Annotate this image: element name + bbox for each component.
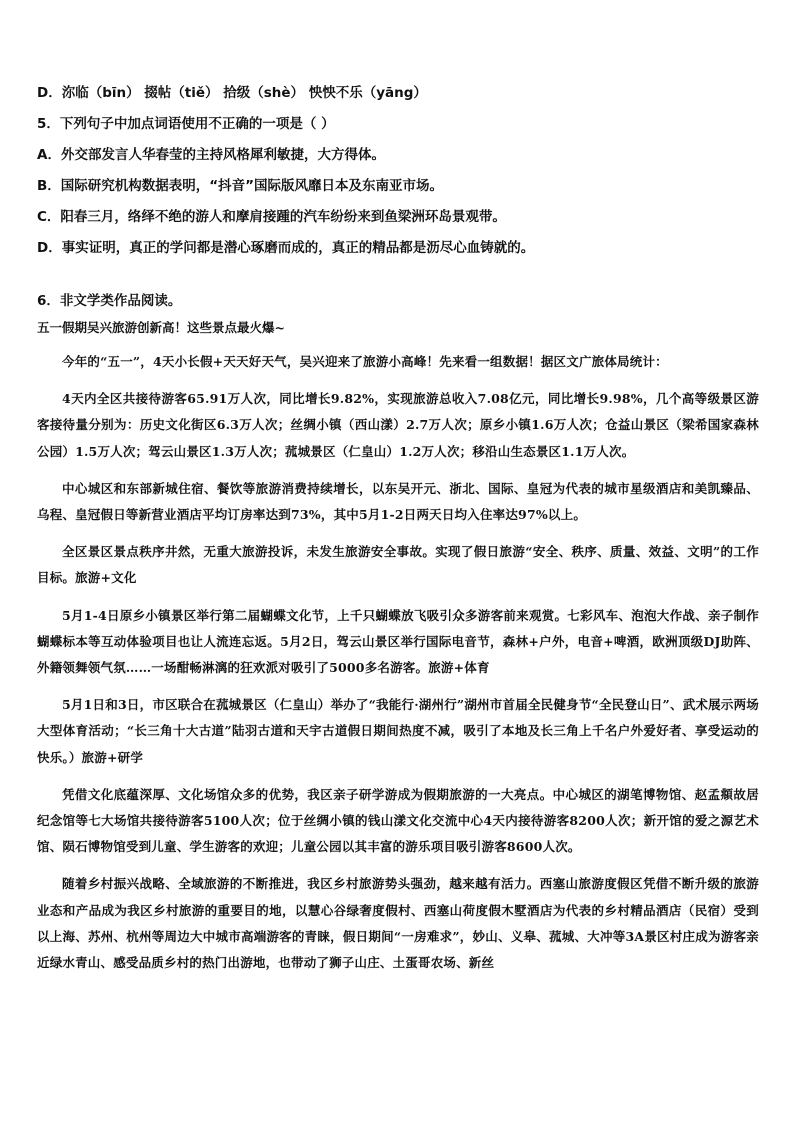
question-6-heading: 6．非文学类作品阅读。 <box>37 293 182 309</box>
article-paragraph: 凭借文化底蕴深厚、文化场馆众多的优势，我区亲子研学游成为假期旅游的一大亮点。中心城区的湖笔博物馆、赵孟頫故居纪念馆等七大场馆共接待游客5100人次；位于丝绸小镇的钱山漾文化交流中心4天内接待游客8200人次；新开馆的爱之源艺术馆、陨石博物馆受到儿童、学生游客的欢迎；儿童公园以其丰富的游乐项目吸引游客8600人次。 <box>37 786 759 855</box>
question-4-option-d: D．沵临（bīn） 掇帖（tiě） 拾级（shè） 怏怏不乐（yāng） <box>37 85 427 101</box>
article-paragraph: 5月1-4日原乡小镇景区举行第二届蝴蝶文化节，上千只蝴蝶放飞吸引众多游客前来观赏。七彩风车、泡泡大作战、亲子制作蝴蝶标本等互动体验项目也让人流连忘返。5月2日，驾云山景区举行国际电音节，森林+户外，电音+啤酒，欧洲顶级DJ助阵、外籍领舞领气氛……一场酣畅淋漓的狂欢派对吸引了5000多名游客。旅游+体育 <box>37 607 759 676</box>
article-paragraph: 5月1日和3日，市区联合在菰城景区（仁皇山）举办了“我能行·湖州行”湖州市首届全民健身节“全民登山日”、武术展示两场大型体育活动；“长三角十大古道”陆羽古道和天宇古道假日期间热度不减，吸引了本地及长三角上千名户外爱好者、享受运动的快乐。）旅游+研学 <box>37 697 759 765</box>
question-5-option-a: A．外交部发言人华春莹的主持风格犀利敏捷，大方得体。 <box>37 147 385 163</box>
article-paragraph: 今年的“五一”，4天小长假+天天好天气，吴兴迎来了旅游小高峰！先来看一组数据！据区文广旅体局统计： <box>62 354 668 369</box>
question-5-option-c: C．阳春三月，络绎不绝的游人和摩肩接踵的汽车纷纷来到鱼梁洲环岛景观带。 <box>37 209 506 225</box>
article-paragraph: 4天内全区共接待游客65.91万人次，同比增长9.82%，实现旅游总收入7.08亿元，同比增长9.98%，几个高等级景区游客接待量分别为：历史文化街区6.3万人次；丝绸小镇（西山漾）2.7万人次；原乡小镇1.6万人次；仓益山景区（梁希国家森林公园）1.5万人次；驾云山景区1.3万人次；菰城景区（仁皇山）1.2万人次；移沿山生态景区1.1万人次。 <box>37 391 759 459</box>
question-5-option-b: B．国际研究机构数据表明，“抖音”国际版风靡日本及东南亚市场。 <box>37 178 444 194</box>
article-paragraph: 随着乡村振兴战略、全域旅游的不断推进，我区乡村旅游势头强劲，越来越有活力。西塞山旅游度假区凭借不断升级的旅游业态和产品成为我区乡村旅游的重要目的地，以慧心谷绿奢度假村、西塞山荷度假木墅酒店为代表的乡村精品酒店（民宿）受到以上海、苏州、杭州等周边大中城市高端游客的青睐，假日期间“一房难求”，妙山、义皋、菰城、大冲等3A景区村庄成为游客亲近绿水青山、感受品质乡村的热门出游地，也带动了狮子山庄、土蛋哥农场、新丝 <box>37 876 759 971</box>
question-5-stem: 5．下列句子中加点词语使用不正确的一项是（ ） <box>37 116 335 132</box>
article-paragraph: 全区景区景点秩序井然，无重大旅游投诉，未发生旅游安全事故。实现了假日旅游“安全、秩序、质量、效益、文明”的工作目标。旅游+文化 <box>37 544 759 586</box>
article-body <box>37 349 759 987</box>
article-paragraph: 中心城区和东部新城住宿、餐饮等旅游消费持续增长，以东吴开元、浙北、国际、皇冠为代表的城市星级酒店和美凯臻品、乌程、皇冠假日等新营业酒店平均订房率达到73%，其中5月1-2日两天日均入住率达97%以上。 <box>37 480 759 523</box>
article-title: 五一假期吴兴旅游创新高！这些景点最火爆~ <box>37 320 285 335</box>
question-5-option-d: D．事实证明，真正的学问都是潜心琢磨而成的，真正的精品都是沥尽心血铸就的。 <box>37 240 535 256</box>
